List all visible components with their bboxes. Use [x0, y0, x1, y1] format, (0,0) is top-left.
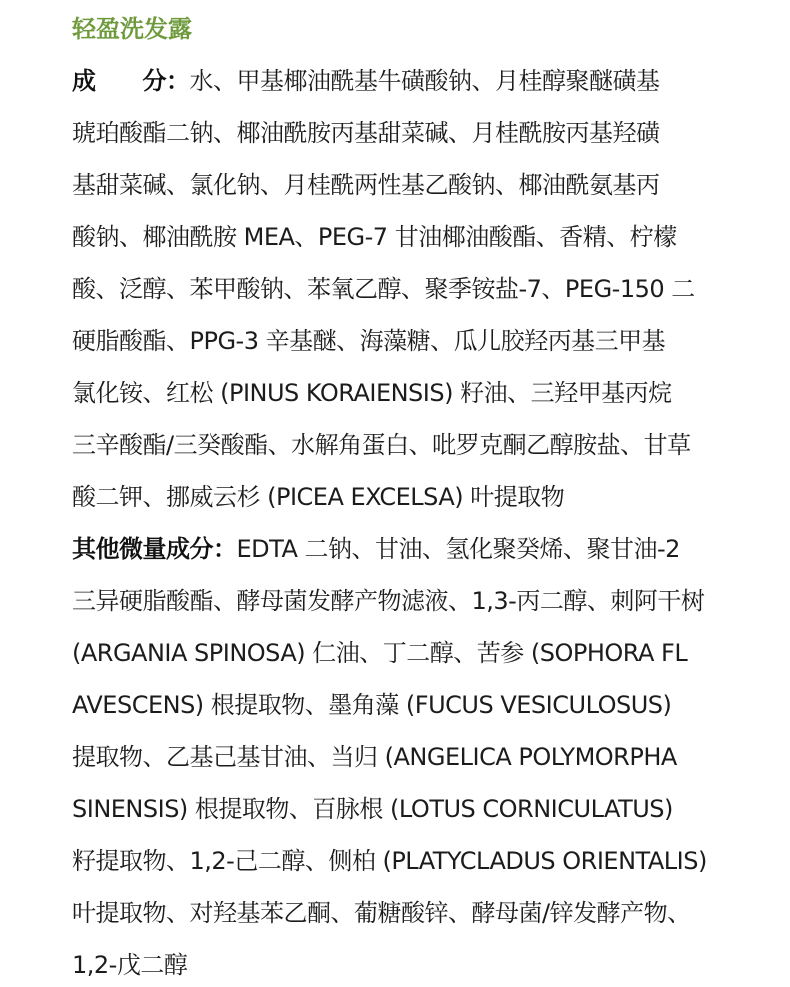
trace-ingredients-line: (ARGANIA SPINOSA) 仁油、丁二醇、苦参 (SOPHORA FL — [72, 639, 688, 667]
trace-ingredients-line: SINENSIS) 根提取物、百脉根 (LOTUS CORNICULATUS) — [72, 795, 673, 823]
trace-ingredients-line — [72, 532, 680, 566]
ingredients-line: 氯化铵、红松 (PINUS KORAIENSIS) 籽油、三羟甲基丙烷 — [72, 379, 672, 407]
ingredients-line: 酸、泛醇、苯甲酸钠、苯氧乙醇、聚季铵盐-7、PEG-150 二 — [72, 275, 695, 303]
product-title: 轻盈洗发露 — [72, 15, 192, 43]
ingredients-line: 酸二钾、挪威云杉 (PICEA EXCELSA) 叶提取物 — [72, 483, 565, 511]
trace-ingredients-line: 提取物、乙基己基甘油、当归 (ANGELICA POLYMORPHA — [72, 743, 677, 771]
ingredients-line: 琥珀酸酯二钠、椰油酰胺丙基甜菜碱、月桂酰胺丙基羟磺 — [72, 119, 660, 147]
trace-ingredients-label: 其他微量成分： — [72, 535, 237, 563]
trace-ingredients-line: 1,2-戊二醇 — [72, 951, 188, 979]
ingredients-line: 硬脂酸酯、PPG-3 辛基醚、海藻糖、瓜儿胶羟丙基三甲基 — [72, 327, 666, 355]
ingredients-label: 成 分： — [72, 67, 190, 95]
ingredients-line: 三辛酸酯/三癸酸酯、水解角蛋白、吡罗克酮乙醇胺盐、甘草 — [72, 431, 691, 459]
ingredients-text: 水、甲基椰油酰基牛磺酸钠、月桂醇聚醚磺基 — [189, 67, 660, 95]
trace-ingredients-line: 籽提取物、1,2-己二醇、侧柏 (PLATYCLADUS ORIENTALIS) — [72, 847, 707, 875]
ingredients-line: 基甜菜碱、氯化钠、月桂酰两性基乙酸钠、椰油酰氨基丙 — [72, 171, 660, 199]
trace-ingredients-text: EDTA 二钠、甘油、氢化聚癸烯、聚甘油-2 — [236, 535, 680, 563]
trace-ingredients-line: AVESCENS) 根提取物、墨角藻 (FUCUS VESICULOSUS) — [72, 691, 672, 719]
trace-ingredients-line: 叶提取物、对羟基苯乙酮、葡糖酸锌、酵母菌/锌发酵产物、 — [72, 899, 691, 927]
ingredients-line — [72, 64, 660, 98]
ingredients-line: 酸钠、椰油酰胺 MEA、PEG-7 甘油椰油酸酯、香精、柠檬 — [72, 223, 677, 251]
trace-ingredients-line: 三异硬脂酸酯、酵母菌发酵产物滤液、1,3-丙二醇、刺阿干树 — [72, 587, 705, 615]
